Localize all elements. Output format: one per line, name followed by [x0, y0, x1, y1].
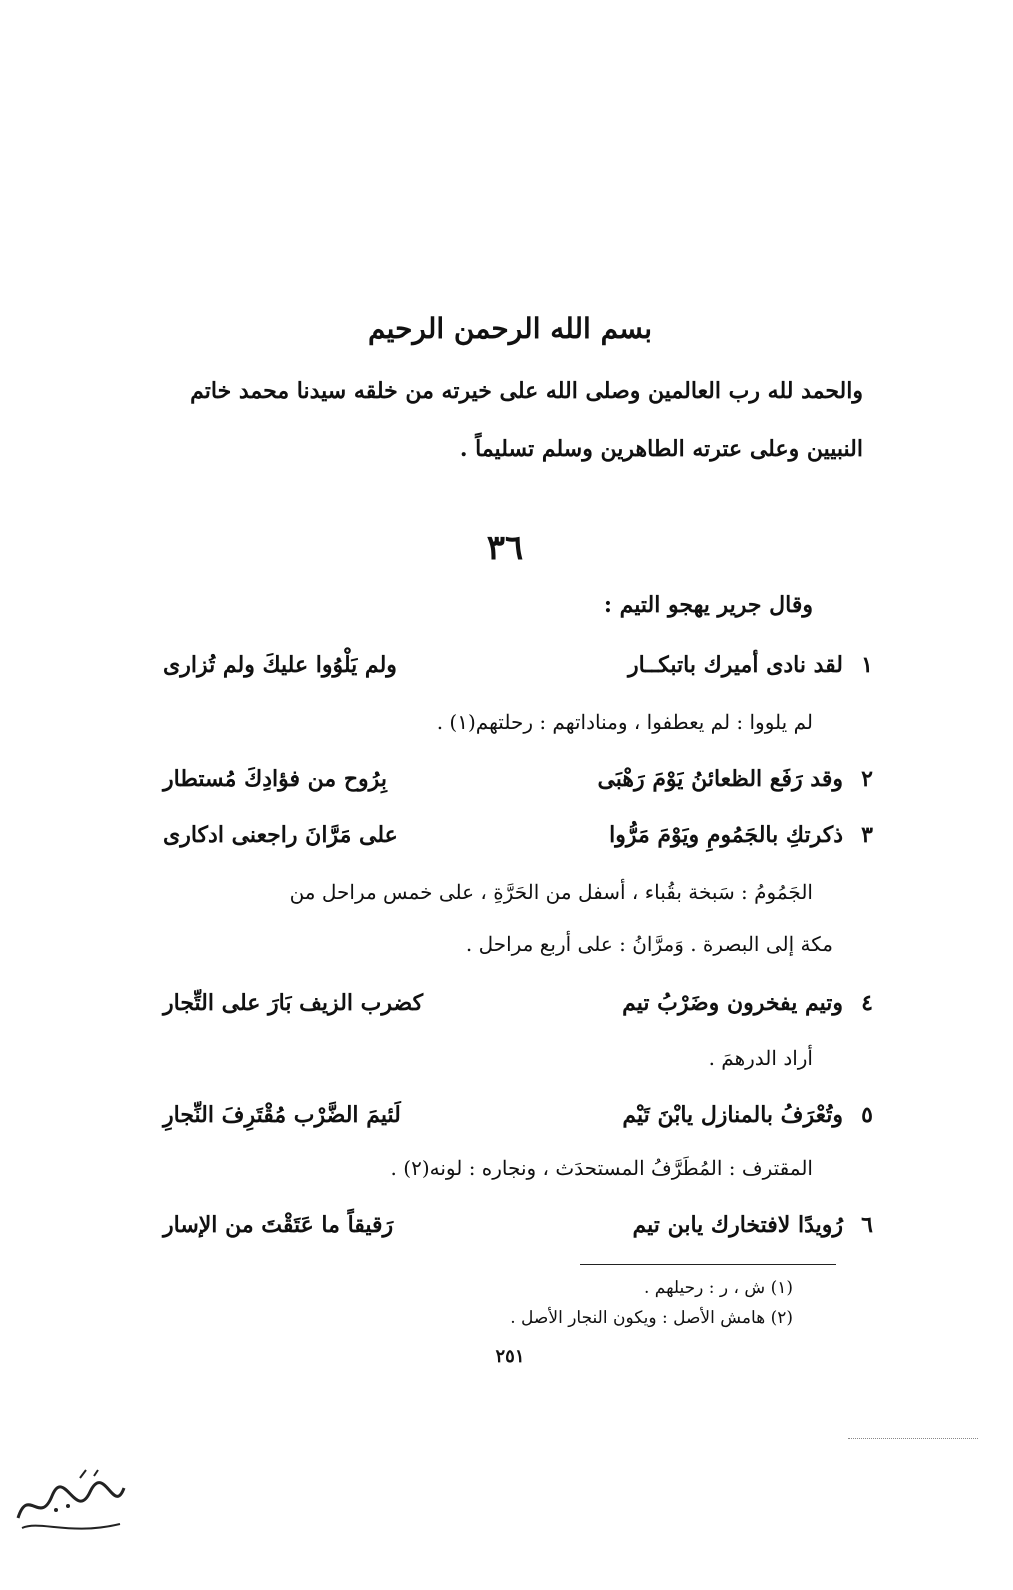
verse-number: ٦ [861, 1212, 873, 1238]
verse-second-hemistich: لَئيمَ الضَّرْب مُقْتَرِفَ النِّجارِ [163, 1102, 401, 1128]
note-verse-3-line-2: مكة إلى البصرة . وَمرَّانُ : على أربع مراحل . [465, 932, 833, 956]
verse-5 [163, 1102, 873, 1142]
verse-second-hemistich: بِرُوح من فؤادِكَ مُستطار [163, 766, 387, 792]
verse-number: ٢ [861, 766, 873, 792]
verse-first-hemistich: وتُعْرَفُ بالمنازل يابْنَ تَيْم [622, 1102, 843, 1128]
verse-3 [163, 822, 873, 862]
note-verse-4: أراد الدرهمَ . [708, 1046, 813, 1070]
verse-number: ٤ [861, 990, 873, 1016]
footnote-2: (٢) هامش الأصل : ويكون النجار الأصل . [510, 1308, 793, 1328]
verse-2 [163, 766, 873, 806]
verse-second-hemistich: كضرب الزيف بَارَ على التِّجار [163, 990, 424, 1016]
intro-line-2: النبيين وعلى عترته الطاهرين وسلم تسليماً . [459, 436, 863, 462]
verse-1 [163, 652, 873, 692]
verse-6 [163, 1212, 873, 1252]
note-verse-5: المقترف : المُطَرَّفُ المستحدَث ، ونجاره : لونه(٢) . [390, 1156, 813, 1180]
verse-first-hemistich: رُويدًا لافتخارك يابن تيم [632, 1212, 843, 1238]
library-stamp-logo [10, 1466, 130, 1546]
basmala-heading: بسم الله الرحمن الرحيم [368, 312, 652, 345]
verse-second-hemistich: رَقيقاً ما عَتَقْتَ من الإسار [163, 1212, 394, 1238]
verse-first-hemistich: ذكرتكِ بالجَمُومِ ويَوْمَ مَرُّوا [609, 822, 843, 848]
note-verse-3-line-1: الجَمُومُ : سَبخة بقُباء ، أسفل من الحَرَّةِ ، على خمس مراحل من [289, 880, 813, 904]
verse-number: ٥ [861, 1102, 873, 1128]
intro-line-1: والحمد لله رب العالمين وصلى الله على خيرته من خلقه سيدنا محمد خاتم [190, 378, 863, 404]
footnote-divider [580, 1264, 836, 1265]
verse-number: ١ [861, 652, 873, 678]
footnote-1: (١) ش ، ر : رحيلهم . [643, 1278, 793, 1298]
page-number: ٢٥١ [495, 1346, 525, 1367]
verse-second-hemistich: ولم يَلْوُوا عليكَ ولم تُزارى [163, 652, 397, 678]
poem-intro: وقال جرير يهجو التيم : [603, 592, 813, 618]
verse-first-hemistich: لقد نادى أميرك باتبكــار [628, 652, 843, 678]
poem-number: ٣٦ [486, 528, 524, 568]
verse-first-hemistich: وتيم يفخرون وضَرْبُ تيم [622, 990, 843, 1016]
verse-second-hemistich: على مَرَّانَ راجعنى ادكارى [163, 822, 398, 848]
scan-artifact-line [848, 1438, 978, 1439]
verse-number: ٣ [861, 822, 873, 848]
verse-first-hemistich: وقد رَفَع الظعائنُ يَوْمَ رَهْبَى [597, 766, 843, 792]
note-verse-1: لم يلووا : لم يعطفوا ، ومناداتهم : رحلتهم(١) . [436, 710, 813, 734]
verse-4 [163, 990, 873, 1030]
